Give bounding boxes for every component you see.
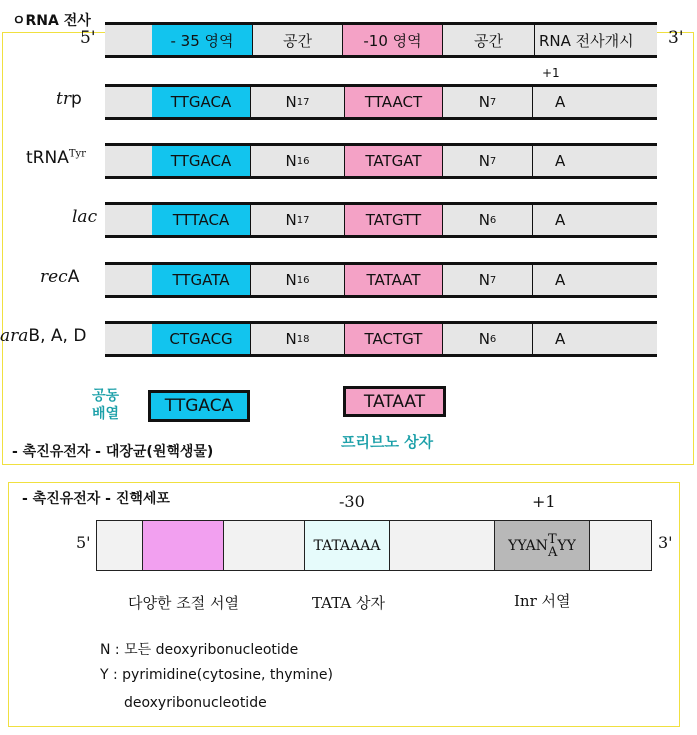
plus1-label: +1 xyxy=(542,66,560,80)
gene-name: trp xyxy=(56,89,82,109)
inr-element: YYAN T A YY xyxy=(494,521,590,570)
pos-minus30: -30 xyxy=(339,492,365,511)
header-minus35: - 35 영역 xyxy=(152,25,252,55)
header-row xyxy=(105,22,657,58)
spacer-1: N 16 xyxy=(250,146,344,176)
euk-3prime: 3' xyxy=(658,533,673,552)
consensus-minus10-box: TATAAT xyxy=(343,386,446,417)
spacer-1: N 16 xyxy=(250,265,344,295)
pribnow-box-label: 프리브노 상자 xyxy=(341,433,434,451)
legend-y: Y : pyrimidine(cytosine, thymine) xyxy=(100,667,333,683)
tata-box: TATAAAA xyxy=(304,521,390,570)
promoter-row xyxy=(105,262,657,298)
minus10-seq: TTAACT xyxy=(344,87,442,117)
minus35-seq: TTGACA xyxy=(152,87,250,117)
start-nucleotide: A xyxy=(532,146,657,176)
eukaryote-promoter-bar xyxy=(96,520,652,571)
inr-label: Inr 서열 xyxy=(514,592,571,610)
header-spacer-1: 공간 xyxy=(252,25,342,55)
pos-plus1: +1 xyxy=(532,492,556,511)
gene-name: araB, A, D xyxy=(0,326,87,346)
spacer-1: N 17 xyxy=(250,205,344,235)
minus10-seq: TATGAT xyxy=(344,146,442,176)
gene-name: tRNA$^{Tyr}$ xyxy=(26,148,86,168)
start-nucleotide: A xyxy=(532,87,657,117)
page-title: ㅇRNA 전사 xyxy=(12,13,91,29)
euk-5prime: 5' xyxy=(76,533,91,552)
promoter-row xyxy=(105,321,657,357)
minus35-seq: TTTACA xyxy=(152,205,250,235)
minus10-seq: TACTGT xyxy=(344,324,442,354)
gene-name: recA xyxy=(40,267,80,287)
minus35-seq: CTGACG xyxy=(152,324,250,354)
spacer-1: N 18 xyxy=(250,324,344,354)
consensus-label: 공동 배열 xyxy=(92,388,120,422)
header-3prime: 3' xyxy=(668,28,684,48)
legend-y-cont: deoxyribonucleotide xyxy=(124,695,267,711)
header-5prime: 5' xyxy=(80,28,96,48)
consensus-minus35-box: TTGACA xyxy=(148,390,250,422)
minus35-seq: TTGATA xyxy=(152,265,250,295)
header-transcription-start: RNA 전사개시 xyxy=(534,25,657,55)
spacer-2: N 7 xyxy=(442,87,532,117)
promoter-row xyxy=(105,143,657,179)
prokaryote-note: - 촉진유전자 - 대장균(원핵생물) xyxy=(12,444,214,460)
eukaryote-heading: - 촉진유전자 - 진핵세포 xyxy=(22,491,170,507)
legend-n: N : 모든 deoxyribonucleotide xyxy=(100,642,299,658)
start-nucleotide: A xyxy=(532,205,657,235)
start-nucleotide: A xyxy=(532,324,657,354)
spacer-1: N 17 xyxy=(250,87,344,117)
regulatory-region xyxy=(142,521,224,570)
header-minus10: -10 영역 xyxy=(342,25,442,55)
minus10-seq: TATAAT xyxy=(344,265,442,295)
spacer-2: N 7 xyxy=(442,265,532,295)
start-nucleotide: A xyxy=(532,265,657,295)
promoter-row xyxy=(105,202,657,238)
minus35-seq: TTGACA xyxy=(152,146,250,176)
header-spacer-2: 공간 xyxy=(442,25,534,55)
tata-label: TATA 상자 xyxy=(312,594,385,612)
spacer-2: N 7 xyxy=(442,146,532,176)
minus10-seq: TATGTT xyxy=(344,205,442,235)
spacer-2: N 6 xyxy=(442,205,532,235)
promoter-row xyxy=(105,84,657,120)
spacer-2: N 6 xyxy=(442,324,532,354)
gene-name: lac xyxy=(72,207,98,227)
regulatory-label: 다양한 조절 서열 xyxy=(128,594,239,612)
